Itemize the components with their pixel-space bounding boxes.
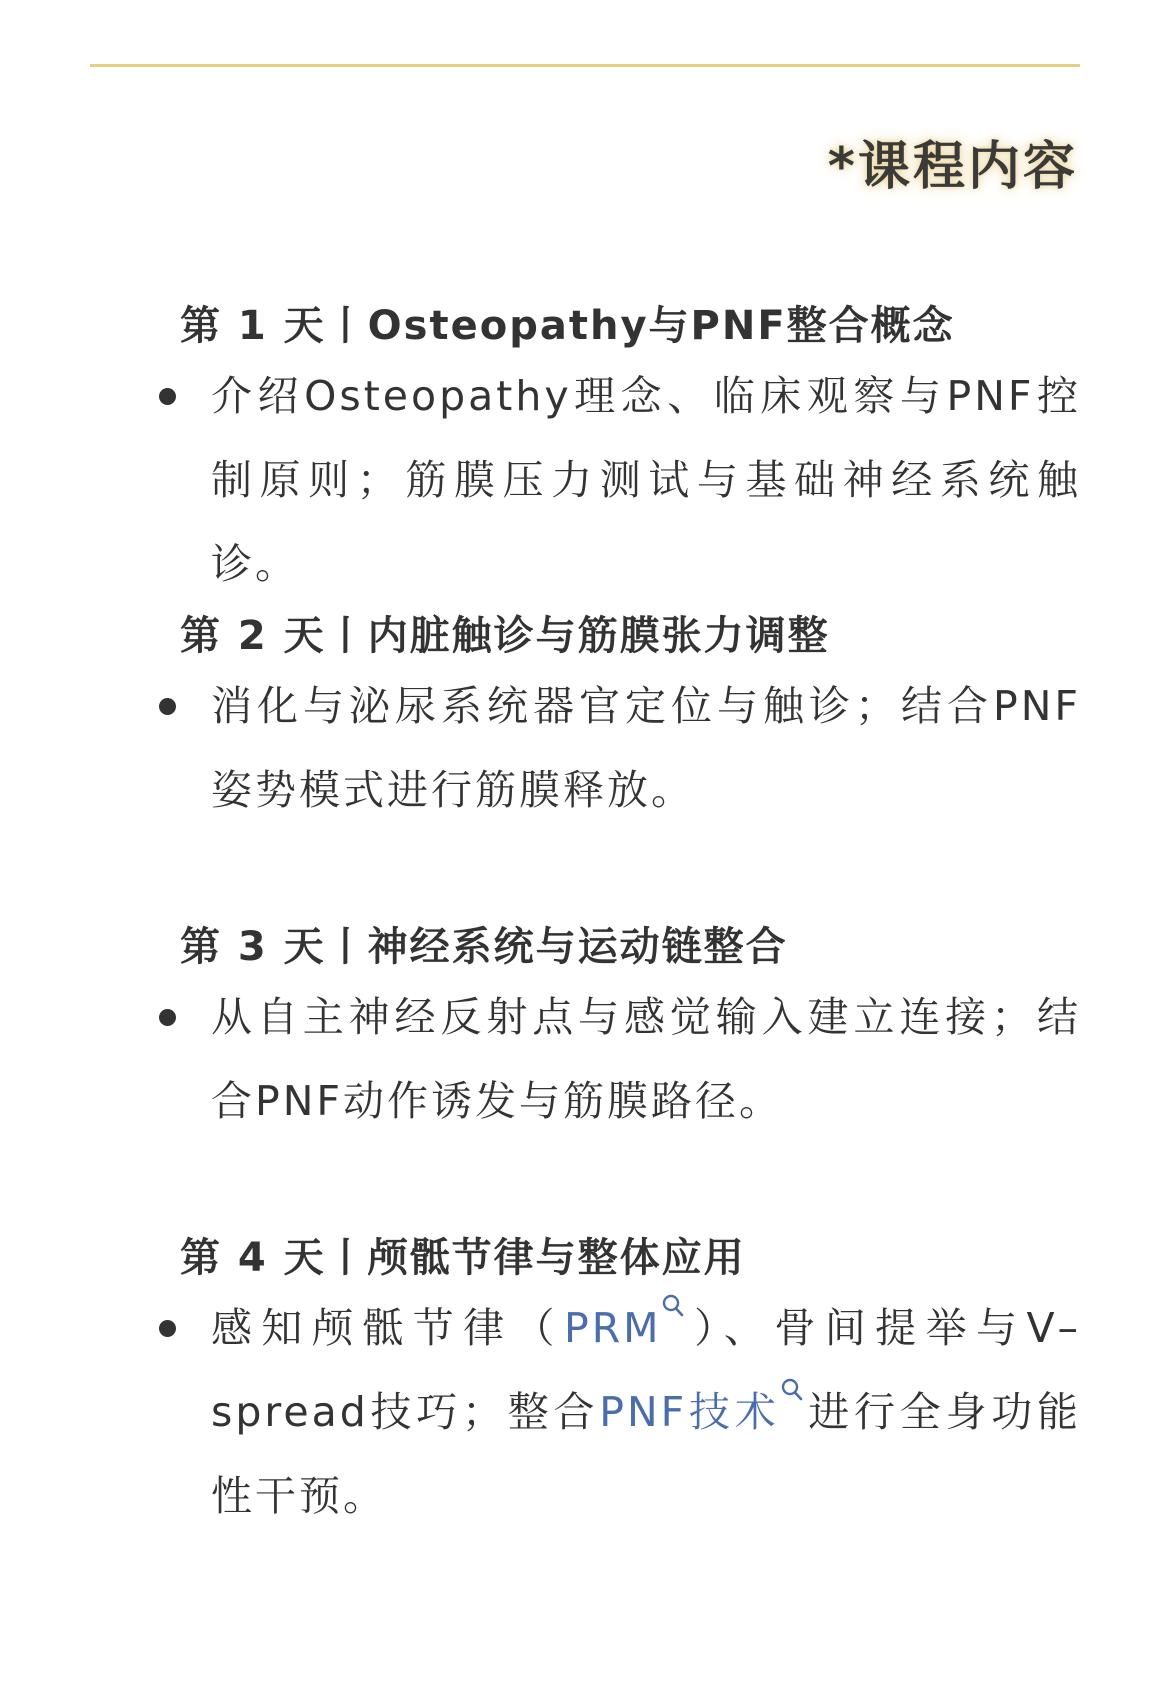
- section-heading: *课程内容: [827, 137, 1078, 197]
- search-icon[interactable]: [662, 1286, 688, 1318]
- day-description: 消化与泌尿系统器官定位与触诊；结合PNF姿势模式进行筋膜释放。: [211, 682, 1081, 814]
- bullet-dot: [159, 1320, 176, 1337]
- day-description: 介绍Osteopathy理念、临床观察与PNF控制原则；筋膜压力测试与基础神经系统触诊。: [211, 372, 1081, 588]
- search-icon[interactable]: [781, 1370, 807, 1402]
- day-title: 第 2 天丨内脏触诊与筋膜张力调整: [180, 613, 830, 659]
- pnf-technique-link[interactable]: PNF技术: [599, 1388, 781, 1436]
- day-title: 第 1 天丨Osteopathy与PNF整合概念: [180, 303, 955, 349]
- day-title: 第 4 天丨颅骶节律与整体应用: [180, 1235, 746, 1281]
- bullet-dot: [159, 388, 176, 405]
- day-title: 第 3 天丨神经系统与运动链整合: [180, 924, 788, 970]
- day-description: 从自主神经反射点与感觉输入建立连接；结合PNF动作诱发与筋膜路径。: [211, 993, 1081, 1125]
- bullet-dot: [159, 1009, 176, 1026]
- prm-link[interactable]: PRM: [563, 1304, 662, 1352]
- top-divider: [90, 64, 1080, 67]
- day-description: [211, 1286, 1081, 1538]
- bullet-dot: [159, 698, 176, 715]
- description-text: 感知颅骶节律（: [211, 1304, 564, 1352]
- description-text: ）、骨间提举与V–spread技巧；整合: [211, 1304, 1082, 1436]
- description-text: 进行全身功能性干预。: [211, 1388, 1082, 1520]
